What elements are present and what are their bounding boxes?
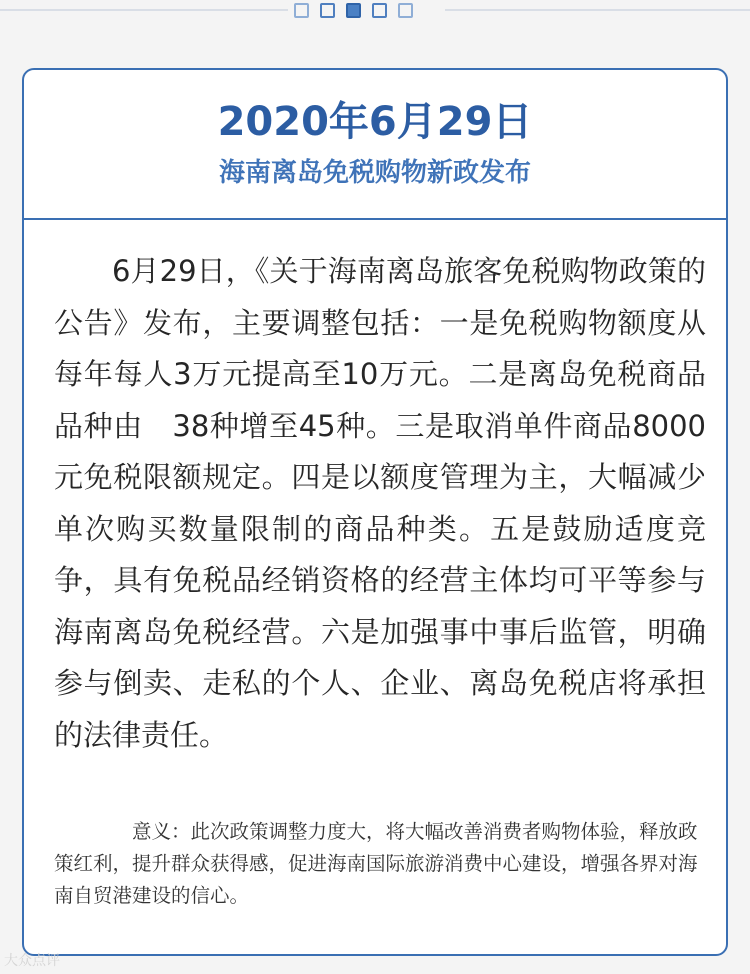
- significance-note: 意义：此次政策调整力度大，将大幅改善消费者购物体验，释放政策红利，提升群众获得感，促进海南国际旅游消费中心建设，增强各界对海南自贸港建设的信心。: [54, 820, 698, 907]
- dot-5: [398, 3, 413, 18]
- article-card: [22, 68, 728, 956]
- strip-line-right: [445, 9, 750, 11]
- watermark: 大众点评: [4, 953, 60, 969]
- dot-2: [320, 3, 335, 18]
- dot-1: [294, 3, 309, 18]
- card-header: [24, 70, 726, 220]
- page-title: 2020年6月29日: [217, 99, 533, 145]
- decorative-dots: [294, 3, 413, 18]
- page-subtitle: 海南离岛免税购物新政发布: [218, 158, 531, 188]
- dot-4: [372, 3, 387, 18]
- main-paragraph: 6月29日，《关于海南离岛旅客免税购物政策的公告》发布，主要调整包括：一是免税购物额度从每年每人3万元提高至10万元。二是离岛免税商品品种由 38种增至45种。三是取消单件商品8000元免税限额规定。四是以额度管理为主，大幅减少单次购买数量限制的商品种类。五是鼓励适度竞争，具有免税品经销资格的经营主体均可平等参与海南离岛免税经营。六是加强事中事后监管，明确参与倒卖、走私的个人、企业、离岛免税店将承担的法律责任。: [54, 254, 706, 752]
- dot-3: [346, 3, 361, 18]
- top-decoration: [0, 0, 750, 22]
- strip-line-left: [0, 9, 288, 11]
